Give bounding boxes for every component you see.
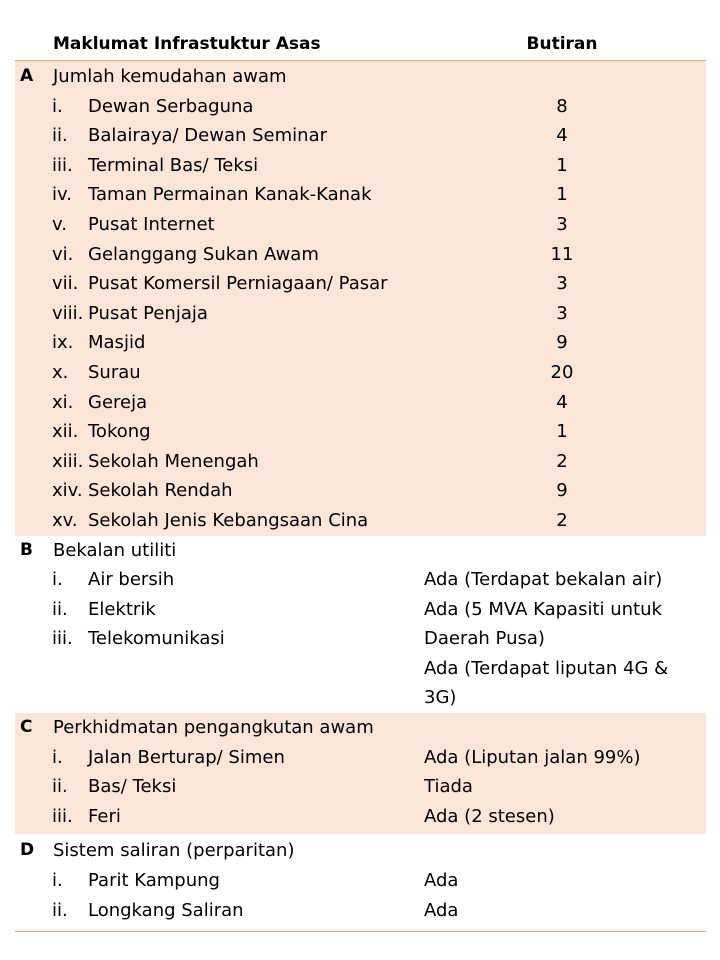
item-number: iii.: [52, 805, 73, 827]
section-a: [15, 61, 706, 536]
item-number: ii.: [52, 899, 68, 921]
item-value: Tiada: [424, 776, 473, 798]
item-value: 1: [556, 421, 568, 443]
table-row: [15, 210, 706, 240]
table-row: [15, 654, 706, 684]
section-letter: A: [20, 66, 34, 86]
section-letter: D: [20, 840, 35, 861]
table-row: [15, 772, 706, 802]
table-row: [15, 743, 706, 773]
infrastructure-table: [15, 30, 706, 932]
table-row: [15, 896, 706, 926]
item-value: 11: [550, 243, 574, 265]
section-letter: B: [20, 539, 33, 560]
item-number: i.: [52, 746, 63, 768]
item-value: 20: [550, 361, 574, 383]
item-number: vii.: [52, 273, 79, 295]
item-value: 8: [556, 95, 568, 117]
item-value: Ada (Liputan jalan 99%): [424, 746, 641, 768]
item-number: viii.: [52, 302, 84, 324]
item-label: Gereja: [88, 391, 148, 413]
item-value: 3: [556, 213, 568, 235]
item-number: xii.: [52, 421, 79, 443]
section-d: [15, 834, 706, 932]
item-value: Ada (Terdapat liputan 4G &: [424, 657, 669, 679]
item-label: Feri: [88, 805, 121, 827]
item-label: Taman Permainan Kanak-Kanak: [88, 184, 372, 206]
item-label: Bas/ Teksi: [88, 776, 177, 798]
item-value: Ada (Terdapat bekalan air): [424, 569, 663, 591]
section-b: [15, 536, 706, 714]
item-number: iii.: [52, 154, 73, 176]
item-value: 2: [556, 509, 568, 531]
item-number: vi.: [52, 243, 74, 265]
section-d-title-row: [15, 836, 706, 866]
item-label: Elektrik: [88, 598, 156, 620]
item-value: 1: [556, 154, 568, 176]
item-label: Parit Kampung: [88, 870, 220, 892]
section-title: Bekalan utiliti: [53, 539, 177, 561]
item-number: ii.: [52, 125, 68, 147]
item-label: Air bersih: [88, 569, 175, 591]
table-row: [15, 328, 706, 358]
item-number: v.: [52, 213, 67, 235]
item-label: Masjid: [88, 332, 146, 354]
item-number: x.: [52, 361, 69, 383]
item-number: xiv.: [52, 480, 83, 502]
table-row: [15, 180, 706, 210]
item-label: Pusat Penjaja: [88, 302, 208, 324]
item-number: i.: [52, 870, 63, 892]
item-value: 3G): [424, 687, 457, 709]
item-value: 3: [556, 273, 568, 295]
section-b-title-row: [15, 536, 706, 566]
item-number: xv.: [52, 509, 78, 531]
item-label: Sekolah Menengah: [88, 450, 259, 472]
table-row: [15, 417, 706, 447]
item-value: Ada (2 stesen): [424, 805, 555, 827]
table-row: [15, 595, 706, 625]
header-info: Maklumat Infrastuktur Asas: [53, 34, 321, 54]
item-label: Surau: [88, 361, 141, 383]
item-number: iv.: [52, 184, 72, 206]
item-number: xiii.: [52, 450, 84, 472]
item-label: Sekolah Jenis Kebangsaan Cina: [88, 509, 369, 531]
table-row: [15, 624, 706, 654]
item-number: ix.: [52, 332, 74, 354]
item-number: i.: [52, 569, 63, 591]
section-a-title-row: [15, 62, 706, 92]
table-row: [15, 121, 706, 151]
table-row: [15, 358, 706, 388]
item-value: Ada: [424, 870, 459, 892]
table-row: [15, 802, 706, 832]
table-row: [15, 388, 706, 418]
table-row: [15, 240, 706, 270]
section-title: Sistem saliran (perparitan): [53, 840, 295, 862]
item-number: xi.: [52, 391, 74, 413]
table-row: [15, 92, 706, 122]
item-label: Telekomunikasi: [88, 628, 225, 650]
item-value: Ada: [424, 899, 459, 921]
table-row: [15, 506, 706, 536]
item-value: 3: [556, 302, 568, 324]
item-number: iii.: [52, 628, 73, 650]
item-label: Gelanggang Sukan Awam: [88, 243, 319, 265]
table-header: [15, 30, 706, 61]
item-value: 2: [556, 450, 568, 472]
item-value: Ada (5 MVA Kapasiti untuk: [424, 598, 662, 620]
item-value: Daerah Pusa): [424, 628, 545, 650]
item-number: ii.: [52, 598, 68, 620]
item-number: ii.: [52, 776, 68, 798]
table-row: [15, 299, 706, 329]
table-row: [15, 476, 706, 506]
item-label: Sekolah Rendah: [88, 480, 233, 502]
section-letter: C: [20, 717, 33, 738]
item-number: i.: [52, 95, 63, 117]
item-label: Pusat Komersil Perniagaan/ Pasar: [88, 273, 388, 295]
table-row: [15, 269, 706, 299]
header-details: Butiran: [526, 34, 598, 54]
item-label: Dewan Serbaguna: [88, 95, 254, 117]
item-value: 4: [556, 125, 568, 147]
section-c: [15, 713, 706, 834]
table-row: [15, 683, 706, 713]
table-row: [15, 151, 706, 181]
section-title: Jumlah kemudahan awam: [53, 66, 287, 87]
item-label: Terminal Bas/ Teksi: [88, 154, 259, 176]
item-label: Longkang Saliran: [88, 899, 244, 921]
item-label: Tokong: [88, 421, 151, 443]
table-row: [15, 565, 706, 595]
section-c-title-row: [15, 713, 706, 743]
item-value: 9: [556, 480, 568, 502]
section-title: Perkhidmatan pengangkutan awam: [53, 717, 374, 739]
item-label: Jalan Berturap/ Simen: [88, 746, 285, 768]
table-row: [15, 447, 706, 477]
table-row: [15, 866, 706, 896]
item-label: Balairaya/ Dewan Seminar: [88, 125, 328, 147]
item-label: Pusat Internet: [88, 213, 215, 235]
item-value: 4: [556, 391, 568, 413]
item-value: 1: [556, 184, 568, 206]
item-value: 9: [556, 332, 568, 354]
